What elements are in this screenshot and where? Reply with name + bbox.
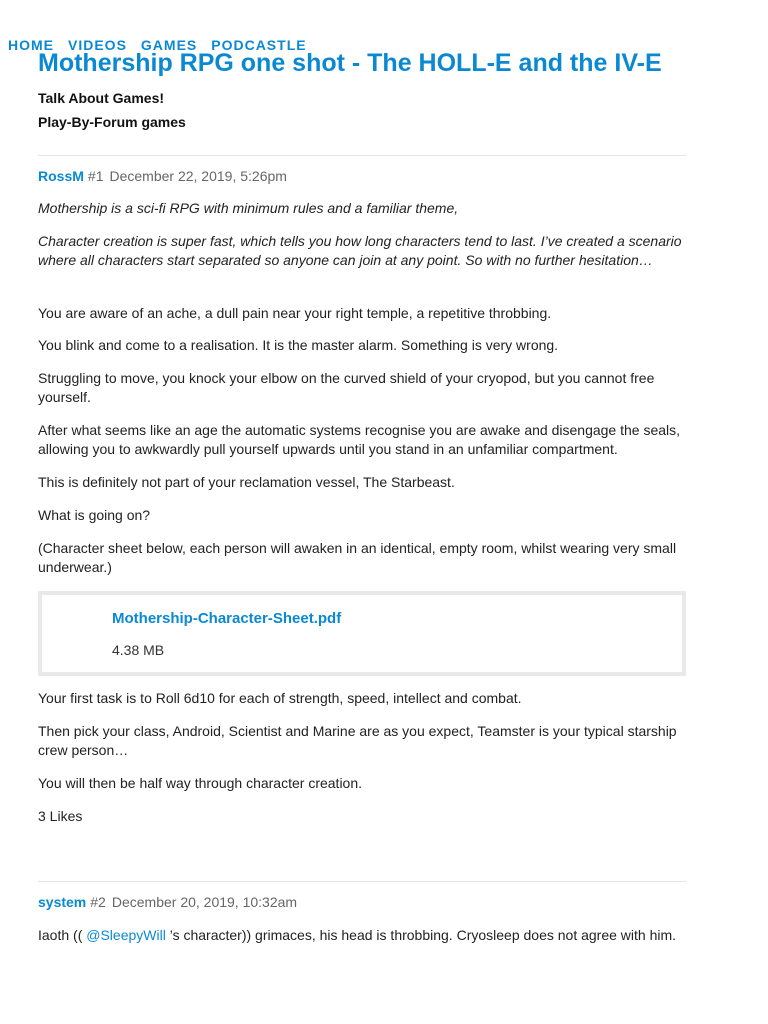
post-1-number-link[interactable]: #1 [87,168,104,184]
post-1-paragraph: You will then be half way through character creation. [38,775,363,791]
post-2-meta [38,893,297,911]
nav-home-link[interactable]: HOME [8,37,54,53]
subcategory-link[interactable]: Play-By-Forum games [38,114,186,130]
topic-title[interactable]: Mothership RPG one shot - The HOLL-E and the IV-E [38,49,662,77]
post-2-number-link[interactable]: #2 [90,894,106,910]
post-separator [38,881,686,882]
post-1-paragraph: You blink and come to a realisation. It is the master alarm. Something is very wrong. [38,337,559,353]
post-1-paragraph: Struggling to move, you knock your elbow on the curved shield of your cryopod, but you cannot free yourself. [38,370,655,405]
post-2-date[interactable]: December 20, 2019, 10:32am [111,894,298,910]
post-1-paragraph: This is definitely not part of your reclamation vessel, The Starbeast. [38,474,455,490]
post-1-paragraph: After what seems like an age the automatic systems recognise you are awake and disengage the seals, allowing you to awkwardly pull yourself upwards until you stand in an unfamiliar compartment. [38,422,681,457]
attachment-box [38,591,686,676]
post-1-paragraph: What is going on? [38,507,151,523]
post-1-likes-count[interactable]: 3 Likes [38,808,83,824]
post-1-date[interactable]: December 22, 2019, 5:26pm [109,168,287,184]
post-2-text-before: Iaoth (( [38,927,83,943]
nav-podcastle-link[interactable]: PODCASTLE [211,37,307,53]
post-2-author-link[interactable]: system [38,894,87,910]
post-1-author-link[interactable]: RossM [38,168,84,184]
nav-games-link[interactable]: GAMES [140,37,198,53]
post-2-paragraph [38,926,686,945]
nav-videos-link[interactable]: VIDEOS [68,37,127,53]
post-separator [38,155,686,156]
attachment-filesize: 4.38 MB [112,642,165,658]
attachment-filename-link[interactable]: Mothership-Character-Sheet.pdf [112,610,342,627]
post-1-paragraph: (Character sheet below, each person will awaken in an identical, empty room, whilst wearing very small underwear.) [38,540,677,575]
post-1-meta [38,167,287,185]
user-mention-link[interactable]: @SleepyWill [86,927,166,943]
post-1-paragraph: Character creation is super fast, which tells you how long characters tend to last. I’ve created a scenario where all characters start separated so anyone can join at any point. So with no further hesitation… [38,233,682,268]
post-1-paragraph: You are aware of an ache, a dull pain near your right temple, a repetitive throbbing. [38,305,552,321]
post-1-paragraph: Your first task is to Roll 6d10 for each of strength, speed, intellect and combat. [38,690,522,706]
category-link[interactable]: Talk About Games! [38,90,165,106]
post-1-paragraph: Then pick your class, Android, Scientist and Marine are as you expect, Teamster is your typical starship crew person… [38,723,677,758]
post-1-paragraph: Mothership is a sci-fi RPG with minimum rules and a familiar theme, [38,200,459,216]
post-2-text-after: ’s character)) grimaces, his head is throbbing. Cryosleep does not agree with him. [169,927,677,943]
